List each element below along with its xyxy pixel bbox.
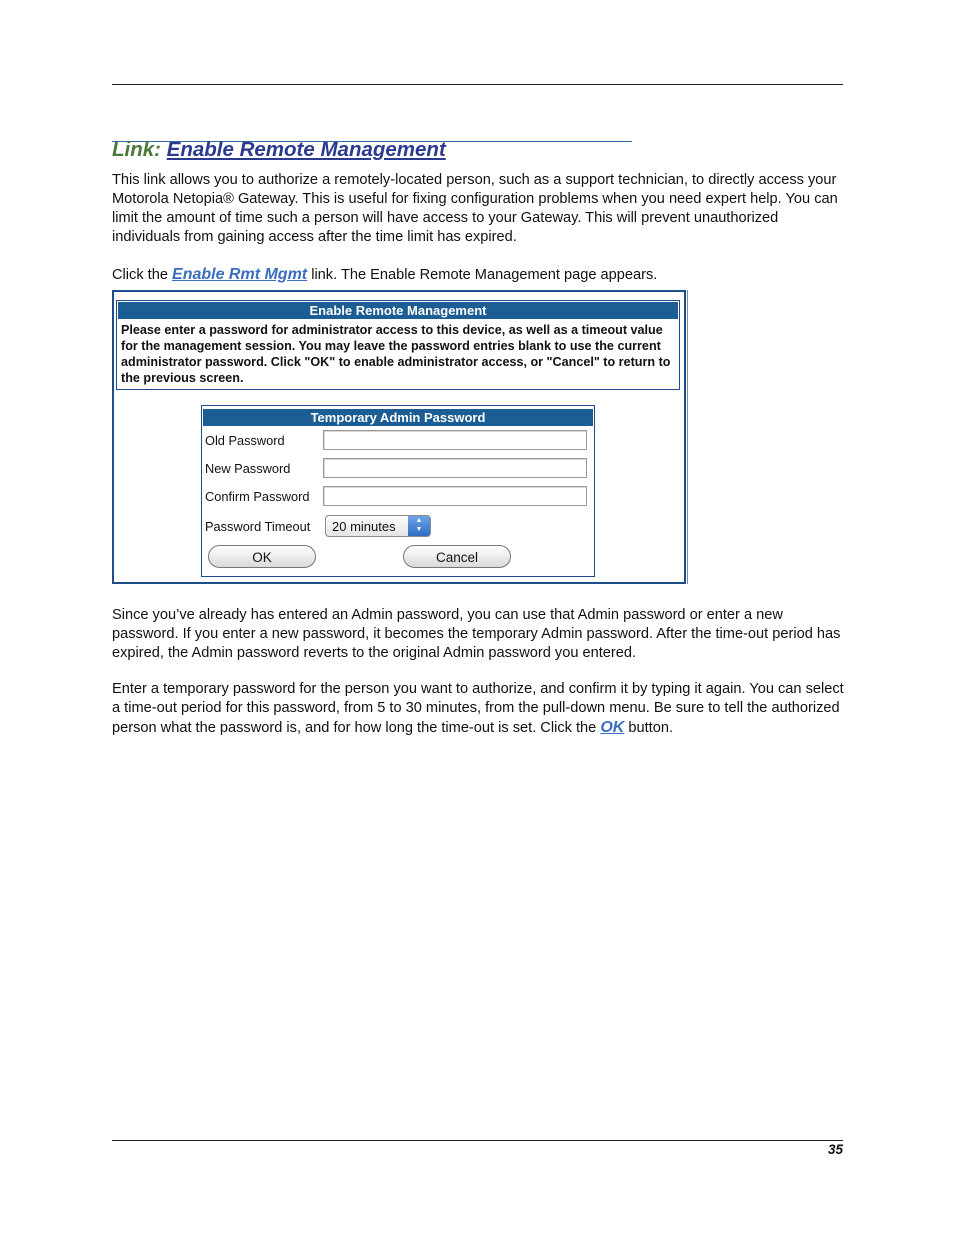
admin-password-paragraph: Since you’ve already has entered an Admin password, you can use that Admin password or enter a new password. If you enter a new password, it becomes the temporary Admin password. After the time-out period has expired, the Admin password reverts to the original Admin password you entered. xyxy=(112,607,841,661)
ok-button[interactable]: OK xyxy=(208,545,316,568)
temporary-password-paragraph xyxy=(112,680,847,738)
old-password-input[interactable] xyxy=(323,430,587,450)
click-instruction xyxy=(112,265,847,285)
new-password-input[interactable] xyxy=(323,458,587,478)
panel-title: Enable Remote Management xyxy=(118,302,678,319)
temporary-admin-password-form xyxy=(201,405,595,577)
cancel-button[interactable]: Cancel xyxy=(403,545,511,568)
footer-rule xyxy=(112,1140,843,1141)
click-text-after: link. The Enable Remote Management page appears. xyxy=(307,267,658,283)
screenshot-edge xyxy=(687,290,688,584)
select-arrows-icon: ▲ ▼ xyxy=(408,516,430,536)
header-rule xyxy=(112,84,843,85)
panel-message: Please enter a password for administrator access to this device, as well as a timeout value for the management session. You may leave the password entries blank to use the current administrator password. Click "OK" to enable administrator access, or "Cancel" to return to the previous screen. xyxy=(121,323,671,385)
confirm-password-label: Confirm Password xyxy=(205,489,310,504)
enable-rmt-mgmt-link[interactable]: Enable Rmt Mgmt xyxy=(172,266,308,283)
intro-paragraph: This link allows you to authorize a remotely-located person, such as a support technician, to directly access your Motorola Netopia® Gateway. This is useful for fixing configuration problems when you need expert help. You can limit the amount of time such a person will have access to your Gateway. This will prevent unauthorized individuals from gaining access after the time limit has expired. xyxy=(112,172,838,245)
para3-text-after: button. xyxy=(624,720,674,736)
enable-remote-management-screenshot xyxy=(112,290,686,584)
heading-prefix: Link: xyxy=(112,138,161,161)
password-timeout-label: Password Timeout xyxy=(205,519,311,534)
confirm-password-input[interactable] xyxy=(323,486,587,506)
page-number: 35 xyxy=(827,1142,843,1157)
info-panel xyxy=(116,300,680,390)
timeout-selected-value: 20 minutes xyxy=(332,519,396,534)
ok-link[interactable]: OK xyxy=(600,719,625,736)
section-heading xyxy=(112,138,446,162)
click-text-before: Click the xyxy=(112,267,173,283)
password-timeout-select[interactable] xyxy=(325,515,431,537)
old-password-label: Old Password xyxy=(205,433,285,448)
form-title: Temporary Admin Password xyxy=(203,409,593,426)
new-password-label: New Password xyxy=(205,461,291,476)
para3-text-before: Enter a temporary password for the person you want to authorize, and confirm it by typing it again. You can select a time-out period for this password, from 5 to 30 minutes, from the pull-down menu. Be sure to tell the authorized person what the password is, and for how long the time-out is set. Click the xyxy=(112,681,844,736)
heading-link[interactable]: Enable Remote Management xyxy=(166,138,446,161)
